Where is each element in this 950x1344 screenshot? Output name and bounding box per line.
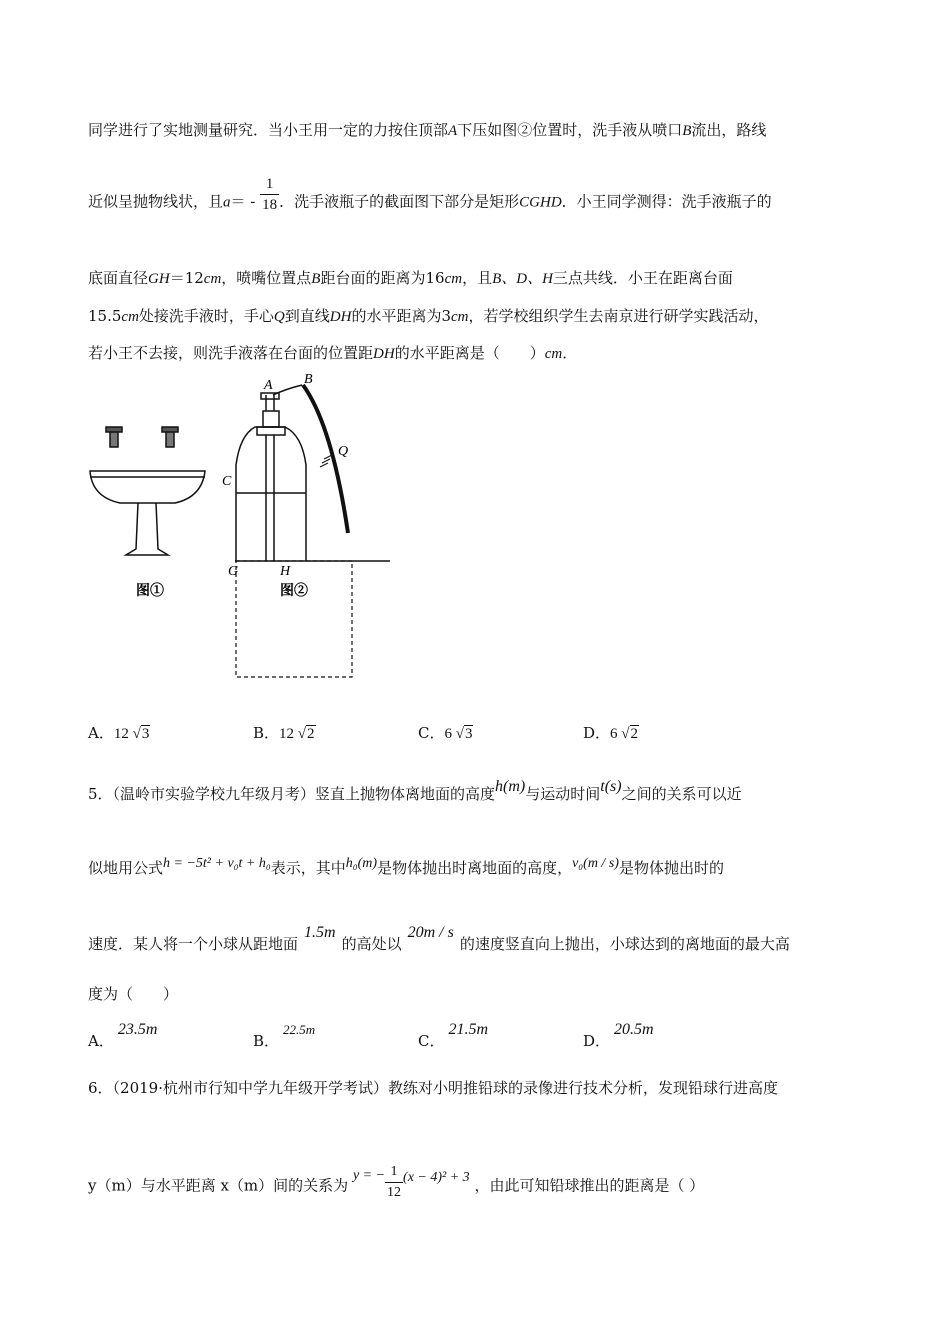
text: ＝12	[169, 269, 204, 287]
text: ，若学校组织学生去南京进行研学实践活动，	[468, 307, 769, 325]
text: 距台面的距离为16	[320, 269, 445, 287]
text: ．	[562, 344, 578, 362]
text: 的高处以	[341, 935, 402, 953]
text: 下压如图②位置时，洗手液从喷口	[457, 121, 683, 139]
option-letter: B．	[253, 1032, 280, 1050]
hand-mark	[320, 455, 332, 467]
q6-line-1	[88, 1078, 778, 1098]
point-a-label: A	[264, 378, 273, 393]
fraction-1-18	[260, 174, 279, 215]
q5-option-a[interactable]	[88, 1018, 158, 1050]
text: 与运动时间	[525, 785, 601, 803]
pedestal	[126, 503, 168, 555]
sink-illustration	[90, 427, 205, 555]
option-value: 23.5m	[117, 1021, 158, 1038]
text: 的水平距离为3	[351, 307, 451, 325]
option-value: 20.5m	[614, 1021, 654, 1038]
text: ，喷嘴位置点	[221, 269, 312, 287]
text: ，且	[462, 269, 493, 287]
var-h: h(m)	[495, 778, 526, 795]
coef: 12	[279, 726, 295, 742]
var-a: A	[448, 123, 458, 139]
formula: h = −5t² + v₀t + h₀	[163, 856, 271, 871]
speed-value: 20m / s	[407, 924, 454, 941]
equation-lhs: y = −	[352, 1167, 386, 1183]
point-c-label: C	[222, 474, 232, 489]
option-letter: D．	[583, 724, 611, 742]
option-letter: A．	[88, 724, 114, 742]
denominator: 12	[387, 1185, 402, 1200]
q4-line-5	[88, 343, 577, 364]
q4-line-3	[88, 268, 733, 289]
height-value: 1.5m	[304, 924, 336, 941]
var-t: t(s)	[600, 778, 622, 795]
option-letter: D．	[583, 1032, 611, 1050]
option-letter: C．	[418, 724, 445, 742]
q4-option-c[interactable]: C．6 √3	[418, 724, 473, 742]
q5-option-c[interactable]	[418, 1018, 489, 1050]
unit: cm	[121, 309, 139, 325]
denominator: 18	[262, 197, 278, 213]
question-5-stem: 5．（温岭市实验学校九年级月考）竖直上抛物体离地面的高度	[88, 785, 496, 803]
option-value: 22.5m	[283, 1022, 316, 1037]
text: 是物体抛出时的	[618, 859, 724, 877]
question-6-stem: 6．（2019·杭州市行知中学九年级开学考试）教练对小明推铅球的录像进行技术分析，发现铅球行进高度	[88, 1079, 778, 1097]
q4-option-d[interactable]: D．6 √2	[583, 724, 639, 742]
unit: cm	[203, 271, 222, 287]
text: 流出，路线	[691, 121, 767, 139]
radicand: 2	[630, 726, 639, 742]
option-letter: A．	[88, 1032, 114, 1050]
text: ．洗手液瓶子的截面图下部分是矩形	[279, 192, 520, 211]
text: 处接洗手液时，手心	[138, 307, 274, 325]
text: 同学进行了实地测量研究．当小王用一定的力按住顶部	[88, 121, 449, 139]
text: ，由此可知铅球推出的距离是（ ）	[474, 1176, 705, 1195]
var-h0: h₀(m)	[345, 856, 378, 871]
text: 15.5	[88, 307, 122, 325]
var: DH	[373, 346, 395, 362]
numerator: 1	[385, 1162, 403, 1183]
point-g-label: G	[228, 564, 239, 579]
option-letter: B．	[253, 724, 280, 742]
unit: cm	[544, 346, 563, 362]
q4-line-1	[88, 120, 766, 141]
q4-option-b[interactable]: B．12 √2	[253, 724, 315, 742]
text: 若小王不去接，则洗手液落在台面的位置距	[88, 344, 374, 362]
bottle-neck	[257, 427, 285, 435]
q5-option-b[interactable]	[253, 1018, 316, 1050]
numerator: 1	[260, 174, 279, 195]
figure-1-label: 图①	[136, 582, 164, 598]
option-letter: C．	[418, 1032, 445, 1050]
text: 的速度竖直向上抛出，小球达到的离地面的最大高	[459, 935, 790, 953]
point-q-label: Q	[338, 444, 349, 459]
figure-2-label: 图②	[280, 582, 308, 598]
faucet-right-handle	[162, 427, 178, 432]
radicand: 3	[464, 726, 473, 742]
q5-line-2	[88, 858, 724, 880]
rect-label: CGHD	[519, 194, 562, 211]
q6-line-2	[88, 1166, 704, 1207]
unit: cm	[444, 271, 463, 287]
fraction-1-12	[385, 1162, 403, 1203]
q5-option-d[interactable]	[583, 1018, 654, 1050]
faucet-right	[166, 431, 174, 447]
var-b: B	[682, 123, 692, 139]
text: 到直线	[284, 307, 330, 325]
unit: cm	[451, 309, 469, 325]
var: B	[311, 271, 321, 287]
text: 近似呈抛物线状，且	[88, 192, 224, 211]
q5-line-3	[88, 924, 790, 955]
text: 似地用公式	[88, 859, 164, 877]
text: y（m）与水平距离 x（m）间的关系为	[88, 1176, 349, 1195]
coef: 12	[113, 726, 129, 742]
faucet-left	[110, 431, 118, 447]
q4-line-4	[88, 306, 769, 327]
q4-option-a[interactable]: A．12 √3	[88, 724, 150, 742]
nozzle	[273, 385, 302, 395]
q5-line-4	[88, 984, 178, 1004]
q4-line-2	[88, 176, 772, 223]
q5-line-1	[88, 778, 742, 805]
parabola-stream	[303, 385, 348, 533]
pump-collar	[263, 411, 279, 427]
text: 速度．某人将一个小球从距地面	[88, 935, 299, 953]
text: 底面直径	[88, 269, 149, 287]
bottle-body	[236, 427, 306, 561]
text: ．小王同学测得：洗手液瓶子的	[561, 192, 772, 211]
var: B、D、H	[492, 271, 553, 287]
point-h-label: H	[280, 564, 291, 579]
equation-rhs: (x − 4)² + 3	[403, 1169, 470, 1185]
coef: 6	[444, 726, 452, 742]
bottle-illustration	[235, 385, 390, 677]
text: 三点共线．小王在距离台面	[552, 269, 733, 287]
var-a: a	[223, 194, 231, 211]
radicand: 2	[307, 726, 315, 742]
coef: 6	[610, 726, 618, 742]
var: GH	[148, 271, 170, 287]
radicand: 3	[141, 726, 150, 742]
text: 表示，其中	[270, 859, 346, 877]
basin	[90, 471, 205, 503]
point-b-label: B	[304, 372, 313, 387]
text: 度为（ ）	[88, 985, 179, 1003]
text: ＝ -	[230, 192, 256, 211]
option-value: 21.5m	[448, 1021, 489, 1038]
sink-bottle-figure	[80, 365, 420, 695]
var-v0: v₀(m / s)	[572, 856, 619, 871]
var: Q	[273, 309, 285, 325]
dashed-region	[236, 561, 352, 677]
text: 之间的关系可以近	[621, 785, 742, 803]
text: 是物体抛出时离地面的高度，	[377, 859, 573, 877]
var: DH	[329, 309, 352, 325]
text: 的水平距离是（ ）	[394, 344, 545, 362]
faucet-left-handle	[106, 427, 122, 432]
